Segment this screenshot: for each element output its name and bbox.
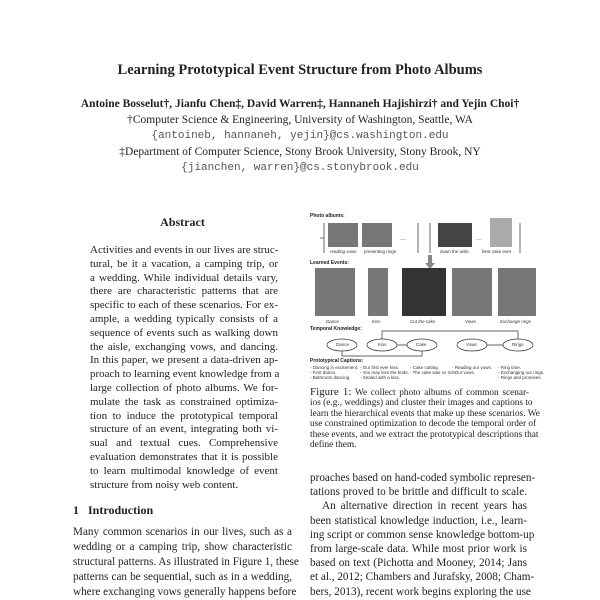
svg-text:···: ··· <box>400 237 406 243</box>
email-stonybrook: {jianchen, warren}@cs.stonybrook.edu <box>181 162 419 174</box>
intro-body <box>73 525 299 600</box>
figure-caption <box>310 386 540 451</box>
node-label: Dance <box>336 342 350 347</box>
text-line: based on text (Pichotta and Mooney, 2014; Jans <box>310 557 527 570</box>
text-line: sual and textual cues. Comprehensive <box>90 437 278 450</box>
node-label: Rings <box>512 342 524 347</box>
text-line: wedding or a camping trip, show characteristic <box>73 541 292 553</box>
caption-line: learn the hierarchical events that make up these scenarios. We <box>310 408 540 419</box>
node-label: Cake <box>416 342 427 347</box>
text-line: tations proved to be brittle and difficult to scale. <box>310 486 527 499</box>
photo-albums-label: Photo albums: <box>310 213 345 219</box>
caption-line: We collect photo albums of common scenar- <box>354 388 530 398</box>
figure-caption-label: Figure 1: <box>310 386 352 398</box>
event-photo <box>402 268 446 316</box>
text-line: ing script or common sense knowledge bottom-up <box>310 528 535 541</box>
text-line: from large-scale data. While most prior work is <box>310 543 527 556</box>
text-line: specific to each of these scenarios. For ex- <box>90 299 278 312</box>
prototypical-caption: - Reading our vows. <box>452 365 493 370</box>
text-line: In this paper, we present a data-driven ap- <box>90 354 278 367</box>
affiliation-stonybrook: ‡Department of Computer Science, Stony Brook University, Stony Brook, NY <box>119 146 481 158</box>
text-line: there are characteristic patterns that are <box>90 285 278 298</box>
svg-text:···: ··· <box>476 237 482 243</box>
text-line: structure of an event, integrating both vi- <box>90 423 278 436</box>
caption-line: define them. <box>310 440 357 451</box>
text-line: proach to learning event knowledge from a <box>90 368 280 381</box>
album-caption: presenting rings <box>364 249 397 254</box>
text-line: patterns can be sequential, such as in a wedding, <box>73 571 292 583</box>
affiliation-uw: †Computer Science & Engineering, University of Washington, Seattle, WA <box>127 114 473 126</box>
text-line: a wedding. While individual details vary, <box>90 271 278 284</box>
event-label: Dance <box>326 319 340 324</box>
text-line: tural, be it a vacation, a camping trip, or <box>90 257 278 270</box>
event-label: Kiss <box>372 319 381 324</box>
prototypical-caption: - Rings and promises. <box>498 375 542 380</box>
text-line: tion to induce the prototypical temporal <box>90 409 278 422</box>
paper-title: Learning Prototypical Event Structure from Photo Albums <box>117 62 483 78</box>
node-label: Vows <box>466 342 477 347</box>
prototypical-caption: - Exchanging our rings. <box>498 370 545 375</box>
text-line: been statistical knowledge induction, i.e., learn- <box>310 514 527 527</box>
figure-1 <box>310 213 545 380</box>
abstract-body <box>90 244 278 492</box>
event-label: Cut the cake <box>410 319 436 324</box>
node-label: Kiss <box>378 342 387 347</box>
text-line: An alternative direction in recent years has <box>322 500 527 513</box>
prototypical-caption: - Sealed with a kiss. <box>360 375 401 380</box>
prototypical-caption: - The cake was so rich. <box>410 370 457 375</box>
text-line: to learn multimodal knowledge of event <box>90 464 278 477</box>
text-line: proaches based on hand-coded symbolic represen- <box>310 472 536 484</box>
learned-events-label: Learned Events: <box>310 260 349 266</box>
caption-line: use constrained optimization to decode the temporal order of <box>310 419 537 430</box>
text-line: structural patterns. As illustrated in Figure 1, these <box>73 556 299 568</box>
prototypical-caption: - Ring time. <box>498 365 522 370</box>
text-line: ample, a wedding typically consists of a <box>90 312 278 325</box>
right-column-body <box>310 471 536 599</box>
text-line: sequence of events such as walking down <box>90 326 278 339</box>
text-line: et al., 2012; Chambers and Jurafsky, 2008; Cham- <box>310 571 535 584</box>
caption-line: these events, and we extract the prototypical descriptions that <box>310 429 539 440</box>
abstract-heading: Abstract <box>160 215 205 229</box>
temporal-knowledge-label: Temporal Knowledge: <box>310 326 362 332</box>
caption-line: ios (e.g., weddings) and cluster their images and captions to <box>310 398 533 409</box>
event-photo <box>452 268 492 316</box>
event-photo <box>315 268 355 316</box>
prototypical-captions-label: Prototypical Captions: <box>310 358 364 364</box>
text-line: large collection of photo albums. We for- <box>90 381 278 394</box>
event-photo <box>368 268 388 316</box>
album-caption: best cake ever <box>482 249 512 254</box>
authors: Antoine Bosselut†, Jianfu Chen‡, David Warren‡, Hannaneh Hajishirzi† and Yejin Choi† <box>80 98 520 110</box>
email-uw: {antoineb, hannaneh, yejin}@cs.washington.edu <box>151 130 449 142</box>
album-caption: down the aisle <box>440 249 469 254</box>
prototypical-caption: - Our vows. <box>452 370 476 375</box>
event-photo <box>498 268 536 316</box>
prototypical-caption: - Dancing in excitement. <box>310 365 359 370</box>
prototypical-caption: - You may kiss the bride. <box>360 370 410 375</box>
prototypical-caption: - First dance. <box>310 370 337 375</box>
text-line: evaluation demonstrates that it is possible <box>90 450 278 463</box>
text-line: Activities and events in our lives are struc- <box>90 244 279 256</box>
text-line: bers, 2013), recent work begins exploring the use <box>310 585 531 598</box>
event-label: Exchange rings <box>500 319 532 324</box>
text-line: Many common scenarios in our lives, such as a <box>73 526 292 538</box>
prototypical-caption: - Bathroom dancing. <box>310 375 351 380</box>
text-line: structure from noisy web content. <box>90 478 239 491</box>
text-line: mulate the task as constrained optimiza- <box>90 395 278 408</box>
event-label: Vows <box>465 319 476 324</box>
album-caption: reading vows <box>330 249 357 254</box>
text-line: the aisle, exchanging vows, and dancing. <box>90 340 278 353</box>
text-line: where exchanging vows generally happens before <box>73 586 297 598</box>
prototypical-caption: - Cake cutting. <box>410 365 440 370</box>
intro-heading: 1 Introduction <box>73 503 154 517</box>
prototypical-caption: - Our first ever kiss. <box>360 365 400 370</box>
